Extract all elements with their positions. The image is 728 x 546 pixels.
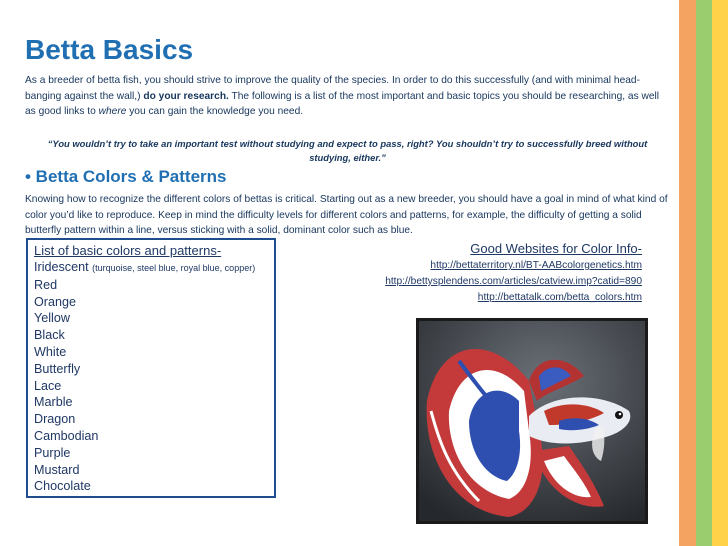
page-title: Betta Basics — [25, 34, 194, 65]
betta-fish-image — [419, 321, 645, 521]
intro-paragraph — [25, 73, 665, 120]
website-link[interactable]: http://bettysplendens.com/articles/catview.imp?catid=890 — [385, 276, 642, 287]
list-item: Red — [34, 277, 58, 292]
list-item: Orange — [34, 294, 77, 309]
list-item: Purple — [34, 445, 71, 460]
list-item — [34, 259, 268, 277]
websites-links — [340, 258, 642, 306]
section-heading: • Betta Colors & Patterns — [25, 167, 227, 186]
websites-box — [340, 240, 642, 306]
colors-list-box — [26, 238, 276, 498]
section-description: Knowing how to recognize the different colors of bettas is critical. Starting out as a new breeder, you should have a goal in mind of what kind of color you’d like to reproduce. Keep in mind the difficulty levels for different colors and patterns, for example, the difficulty of getting a solid butterfly pattern within a line, versus sticking with a solid, dominant color such as blue. — [25, 194, 668, 236]
quote-text: “You wouldn’t try to take an important test without studying and expect to pass, right? You shouldn’t try to successfully breed without studying, either.” — [47, 138, 648, 163]
intro-text-3: you can gain the knowledge you need. — [126, 106, 304, 117]
intro-text-1: As a breeder of betta fish, you should strive to improve the quality of the species. In order to do this successfully (and with minimal head-banging against the wall,) — [25, 75, 640, 102]
websites-heading: Good Websites for Color Info- — [470, 241, 642, 256]
list-item-note: (turquoise, steel blue, royal blue, copper) — [92, 263, 256, 273]
betta-fish-photo — [416, 318, 648, 524]
intro-bold: do your research. — [143, 90, 229, 102]
list-item: Marble — [34, 395, 73, 410]
list-item: Butterfly — [34, 361, 81, 376]
list-item: Lace — [34, 378, 62, 393]
yellow-stripe — [712, 0, 728, 546]
orange-stripe — [679, 0, 696, 546]
website-link[interactable]: http://bettaterritory.nl/BT-AABcolorgenetics.htm — [430, 260, 642, 271]
list-item: White — [34, 344, 67, 359]
list-item: Dragon — [34, 412, 76, 427]
colors-list-heading: List of basic colors and patterns- — [34, 243, 222, 258]
intro-text-2: The following is a list of the most important and basic topics you should be researching, as well as good links to — [25, 90, 660, 117]
green-stripe — [696, 0, 712, 546]
list-item-label: Iridescent — [34, 260, 89, 274]
list-item: Cambodian — [34, 428, 99, 443]
list-item: Chocolate — [34, 479, 91, 494]
list-item: Mustard — [34, 462, 80, 477]
list-item: Yellow — [34, 311, 70, 326]
website-link[interactable]: http://bettatalk.com/betta_colors.htm — [477, 292, 642, 303]
list-item: Black — [34, 328, 65, 343]
colors-list-items — [34, 277, 268, 495]
intro-italic: where — [98, 106, 127, 117]
